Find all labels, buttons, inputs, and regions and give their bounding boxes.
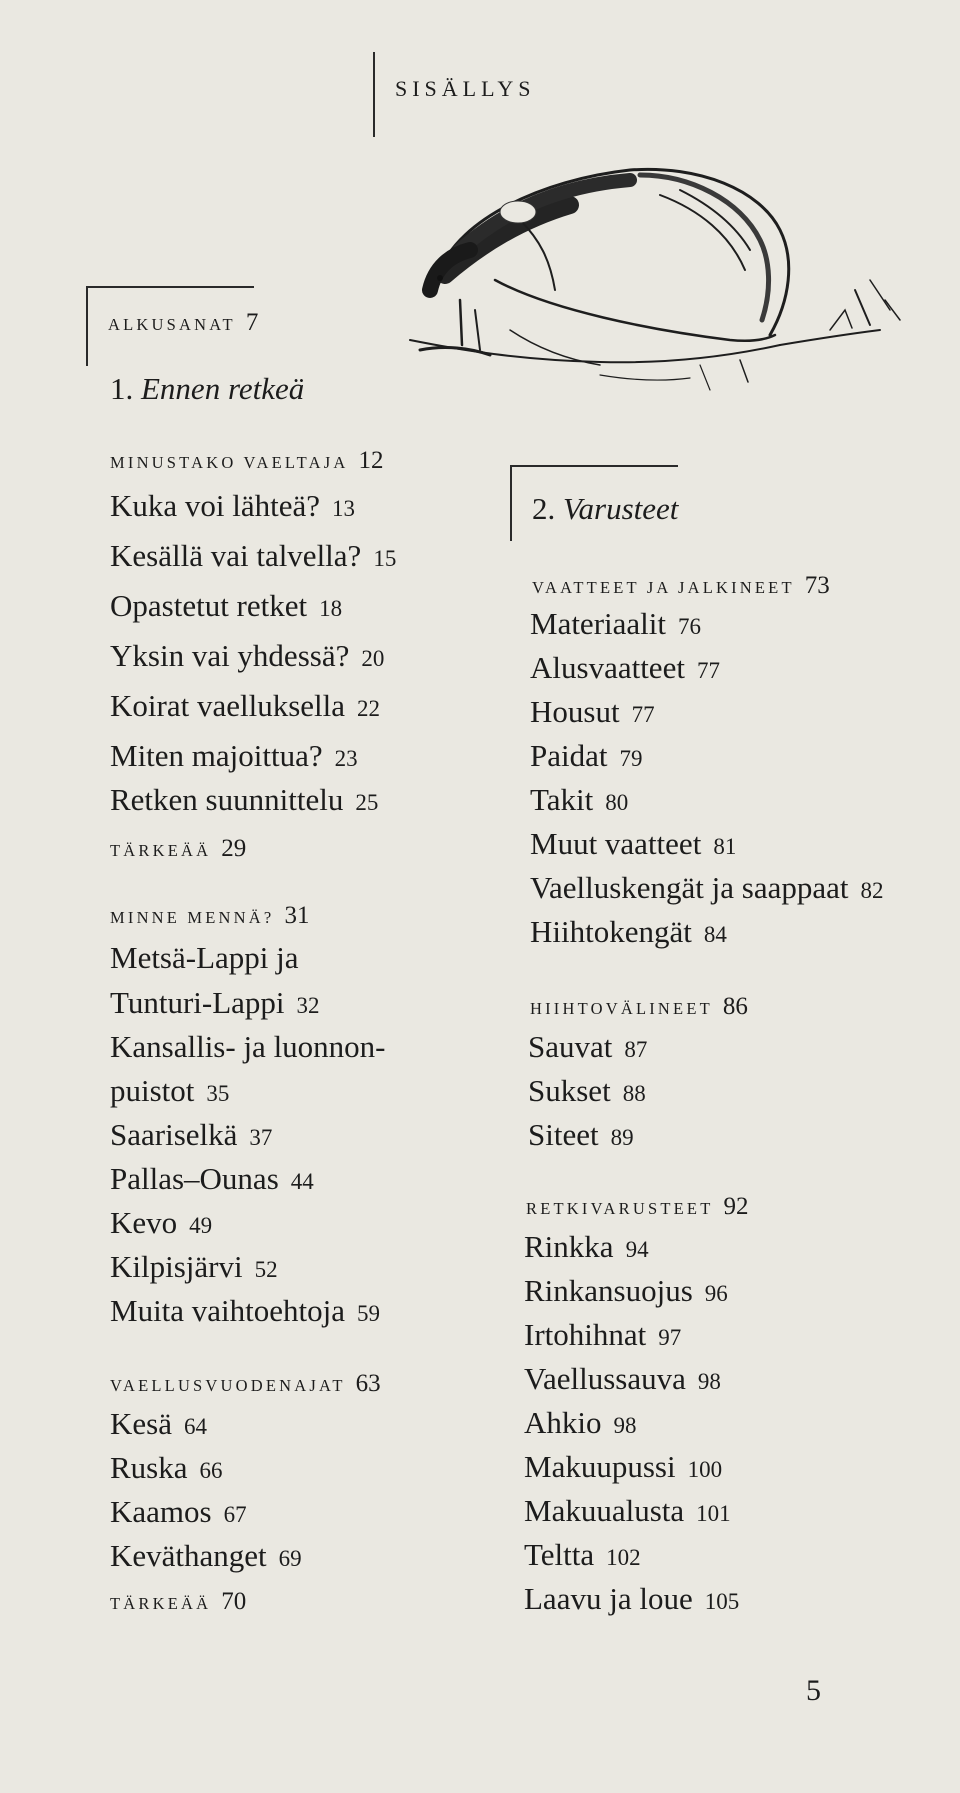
chapter-2-rule-vertical — [510, 465, 512, 541]
toc-entry-text: Kilpisjärvi — [110, 1249, 243, 1284]
toc-entry-text: Yksin vai yhdessä? — [110, 638, 350, 673]
toc-foreword[interactable] — [108, 309, 258, 337]
toc-page-number: 82 — [860, 878, 884, 903]
toc-page-number: 89 — [610, 1125, 634, 1150]
toc-entry[interactable] — [110, 940, 299, 976]
toc-entry-text: Hiihtokengät — [530, 914, 692, 949]
toc-page-number: 44 — [290, 1169, 314, 1194]
toc-entry-text: Kaamos — [110, 1494, 212, 1529]
toc-entry[interactable] — [524, 1361, 721, 1397]
toc-entry[interactable] — [110, 538, 396, 574]
toc-page-number: 64 — [183, 1414, 207, 1439]
toc-page-number: 77 — [631, 702, 655, 727]
toc-page-number: 59 — [357, 1301, 381, 1326]
toc-page-number: 80 — [605, 790, 629, 815]
toc-entry-text: Housut — [530, 694, 620, 729]
toc-entry-text: Kansallis- ja luonnon- — [110, 1029, 386, 1064]
toc-page-number: 35 — [206, 1081, 230, 1106]
toc-label: VAATTEET JA JALKINEET — [532, 578, 795, 597]
foreword-rule — [86, 286, 254, 288]
toc-entry[interactable] — [110, 1538, 302, 1574]
toc-page-number: 32 — [296, 993, 320, 1018]
toc-entry-text: Irtohihnat — [524, 1317, 647, 1352]
toc-entry[interactable] — [524, 1537, 641, 1573]
toc-entry-text: Rinkansuojus — [524, 1273, 693, 1308]
toc-entry[interactable] — [110, 1205, 212, 1241]
toc-section[interactable] — [110, 902, 309, 930]
toc-entry[interactable] — [110, 1073, 229, 1109]
toc-section[interactable] — [110, 835, 246, 863]
toc-page-number: 15 — [373, 546, 397, 571]
toc-entry[interactable] — [530, 694, 655, 730]
toc-entry[interactable] — [530, 606, 701, 642]
toc-label: ALKUSANAT — [108, 315, 236, 334]
toc-entry[interactable] — [524, 1229, 649, 1265]
toc-entry-text: Vaellussauva — [524, 1361, 686, 1396]
toc-entry[interactable] — [530, 826, 736, 862]
toc-page-number: 31 — [284, 902, 310, 929]
toc-entry-text: Laavu ja loue — [524, 1581, 693, 1616]
toc-entry[interactable] — [524, 1493, 731, 1529]
toc-entry[interactable] — [524, 1581, 739, 1617]
toc-entry-text: Pallas–Ounas — [110, 1161, 279, 1196]
toc-entry-text: Muut vaatteet — [530, 826, 702, 861]
chapter-1-heading[interactable] — [110, 371, 304, 407]
toc-entry-text: Makuualusta — [524, 1493, 685, 1528]
toc-page-number: 98 — [613, 1413, 637, 1438]
toc-page-number: 98 — [697, 1369, 721, 1394]
toc-page-number: 63 — [355, 1370, 381, 1397]
toc-label: HIIHTOVÄLINEET — [530, 999, 713, 1018]
toc-entry[interactable] — [530, 650, 720, 686]
toc-entry[interactable] — [110, 638, 384, 674]
toc-page-number: 102 — [606, 1545, 641, 1570]
toc-entry[interactable] — [110, 588, 342, 624]
page-number: 5 — [806, 1674, 821, 1707]
toc-label: VAELLUSVUODENAJAT — [110, 1376, 346, 1395]
toc-page-number: 23 — [334, 746, 358, 771]
toc-entry-text: Kevo — [110, 1205, 178, 1240]
toc-entry-text: Takit — [530, 782, 594, 817]
toc-page-number: 86 — [722, 993, 748, 1020]
toc-entry[interactable] — [530, 914, 727, 950]
toc-entry-text: Tunturi-Lappi — [110, 985, 285, 1020]
toc-entry[interactable] — [110, 1029, 386, 1065]
toc-entry[interactable] — [524, 1273, 728, 1309]
toc-page-number: 66 — [199, 1458, 223, 1483]
toc-entry-text: Kesällä vai talvella? — [110, 538, 362, 573]
toc-entry-text: Siteet — [528, 1117, 599, 1152]
chapter-title: Varusteet — [563, 491, 679, 526]
toc-entry[interactable] — [530, 870, 883, 906]
toc-section[interactable] — [530, 993, 748, 1021]
toc-section[interactable] — [110, 1370, 381, 1398]
toc-label: MINNE MENNÄ? — [110, 908, 275, 927]
toc-entry-text: Kuka voi lähteä? — [110, 488, 321, 523]
toc-entry[interactable] — [110, 985, 320, 1021]
toc-entry[interactable] — [524, 1317, 681, 1353]
toc-entry-text: Opastetut retket — [110, 588, 308, 623]
toc-section[interactable] — [526, 1193, 749, 1221]
toc-page-number: 29 — [221, 835, 247, 862]
toc-entry[interactable] — [110, 1406, 207, 1442]
toc-page-number: 12 — [358, 447, 384, 474]
toc-page-number: 81 — [713, 834, 737, 859]
toc-page-number: 101 — [696, 1501, 731, 1526]
toc-entry[interactable] — [524, 1405, 637, 1441]
toc-page-number: 18 — [319, 596, 343, 621]
toc-entry-text: puistot — [110, 1073, 195, 1108]
toc-entry-text: Ahkio — [524, 1405, 602, 1440]
toc-page-number: 96 — [704, 1281, 728, 1306]
toc-entry-text: Keväthanget — [110, 1538, 267, 1573]
toc-entry[interactable] — [110, 782, 378, 818]
toc-label: RETKIVARUSTEET — [526, 1199, 714, 1218]
toc-entry-text: Retken suunnittelu — [110, 782, 344, 817]
toc-entry[interactable] — [530, 782, 628, 818]
toc-page-number: 70 — [221, 1588, 247, 1615]
header-rule — [373, 52, 375, 137]
toc-entry[interactable] — [110, 488, 355, 524]
chapter-2-heading[interactable] — [532, 491, 678, 527]
toc-entry-text: Saariselkä — [110, 1117, 238, 1152]
toc-page-number: 25 — [355, 790, 379, 815]
toc-page-number: 73 — [804, 572, 830, 599]
toc-page-number: 105 — [704, 1589, 740, 1614]
page-title: SISÄLLYS — [395, 76, 536, 101]
chapter-title: Ennen retkeä — [141, 371, 305, 406]
toc-label: MINUSTAKO VAELTAJA — [110, 453, 349, 472]
toc-page-number: 92 — [723, 1193, 749, 1220]
toc-entry[interactable] — [110, 1450, 223, 1486]
toc-page-number: 69 — [278, 1546, 302, 1571]
toc-page-number: 100 — [687, 1457, 723, 1482]
chapter-number: 1. — [110, 371, 134, 406]
toc-page-number: 97 — [658, 1325, 682, 1350]
toc-entry[interactable] — [528, 1029, 647, 1065]
toc-entry[interactable] — [530, 738, 643, 774]
toc-entry-text: Miten majoittua? — [110, 738, 323, 773]
toc-page-number: 77 — [696, 658, 720, 683]
toc-entry-text: Rinkka — [524, 1229, 614, 1264]
toc-page-number: 49 — [189, 1213, 213, 1238]
toc-section[interactable] — [110, 1588, 246, 1616]
toc-entry[interactable] — [528, 1073, 646, 1109]
toc-page-number: 94 — [625, 1237, 649, 1262]
toc-entry[interactable] — [110, 738, 358, 774]
toc-entry-text: Koirat vaelluksella — [110, 688, 345, 723]
toc-page-number: 76 — [678, 614, 701, 639]
toc-entry-text: Ruska — [110, 1450, 188, 1485]
toc-entry-text: Muita vaihtoehtoja — [110, 1293, 346, 1328]
toc-page-number: 7 — [245, 309, 259, 336]
toc-entry-text: Kesä — [110, 1406, 172, 1441]
toc-label: TÄRKEÄÄ — [110, 841, 212, 860]
toc-page-number: 79 — [619, 746, 643, 771]
toc-page-number: 88 — [622, 1081, 646, 1106]
toc-page-number: 37 — [249, 1125, 273, 1150]
toc-page-number: 52 — [254, 1257, 278, 1282]
toc-entry[interactable] — [110, 1161, 314, 1197]
toc-section[interactable] — [110, 447, 383, 475]
toc-page-number: 20 — [361, 646, 385, 671]
toc-page-number: 84 — [703, 922, 727, 947]
toc-page-number: 87 — [624, 1037, 648, 1062]
toc-entry[interactable] — [110, 1117, 272, 1153]
toc-entry[interactable] — [110, 1249, 278, 1285]
toc-entry[interactable] — [110, 688, 380, 724]
toc-entry-text: Metsä-Lappi ja — [110, 940, 299, 975]
toc-entry-text: Materiaalit — [530, 606, 666, 641]
chapter-2-rule — [510, 465, 678, 467]
chapter-number: 2. — [532, 491, 556, 526]
toc-section[interactable] — [532, 572, 830, 600]
lemming-sketch-icon — [400, 150, 920, 430]
toc-entry[interactable] — [110, 1293, 380, 1329]
toc-entry[interactable] — [110, 1494, 247, 1530]
toc-page-number: 67 — [223, 1502, 247, 1527]
toc-entry-text: Alusvaatteet — [530, 650, 685, 685]
toc-page-number: 13 — [332, 496, 356, 521]
toc-page-number: 22 — [357, 696, 380, 721]
foreword-rule-vertical — [86, 286, 88, 366]
toc-entry-text: Teltta — [524, 1537, 595, 1572]
toc-label: TÄRKEÄÄ — [110, 1594, 212, 1613]
toc-entry-text: Sauvat — [528, 1029, 613, 1064]
toc-entry-text: Vaelluskengät ja saappaat — [530, 870, 849, 905]
toc-entry[interactable] — [528, 1117, 634, 1153]
toc-entry-text: Sukset — [528, 1073, 611, 1108]
toc-entry[interactable] — [524, 1449, 722, 1485]
toc-entry-text: Paidat — [530, 738, 608, 773]
toc-entry-text: Makuupussi — [524, 1449, 676, 1484]
